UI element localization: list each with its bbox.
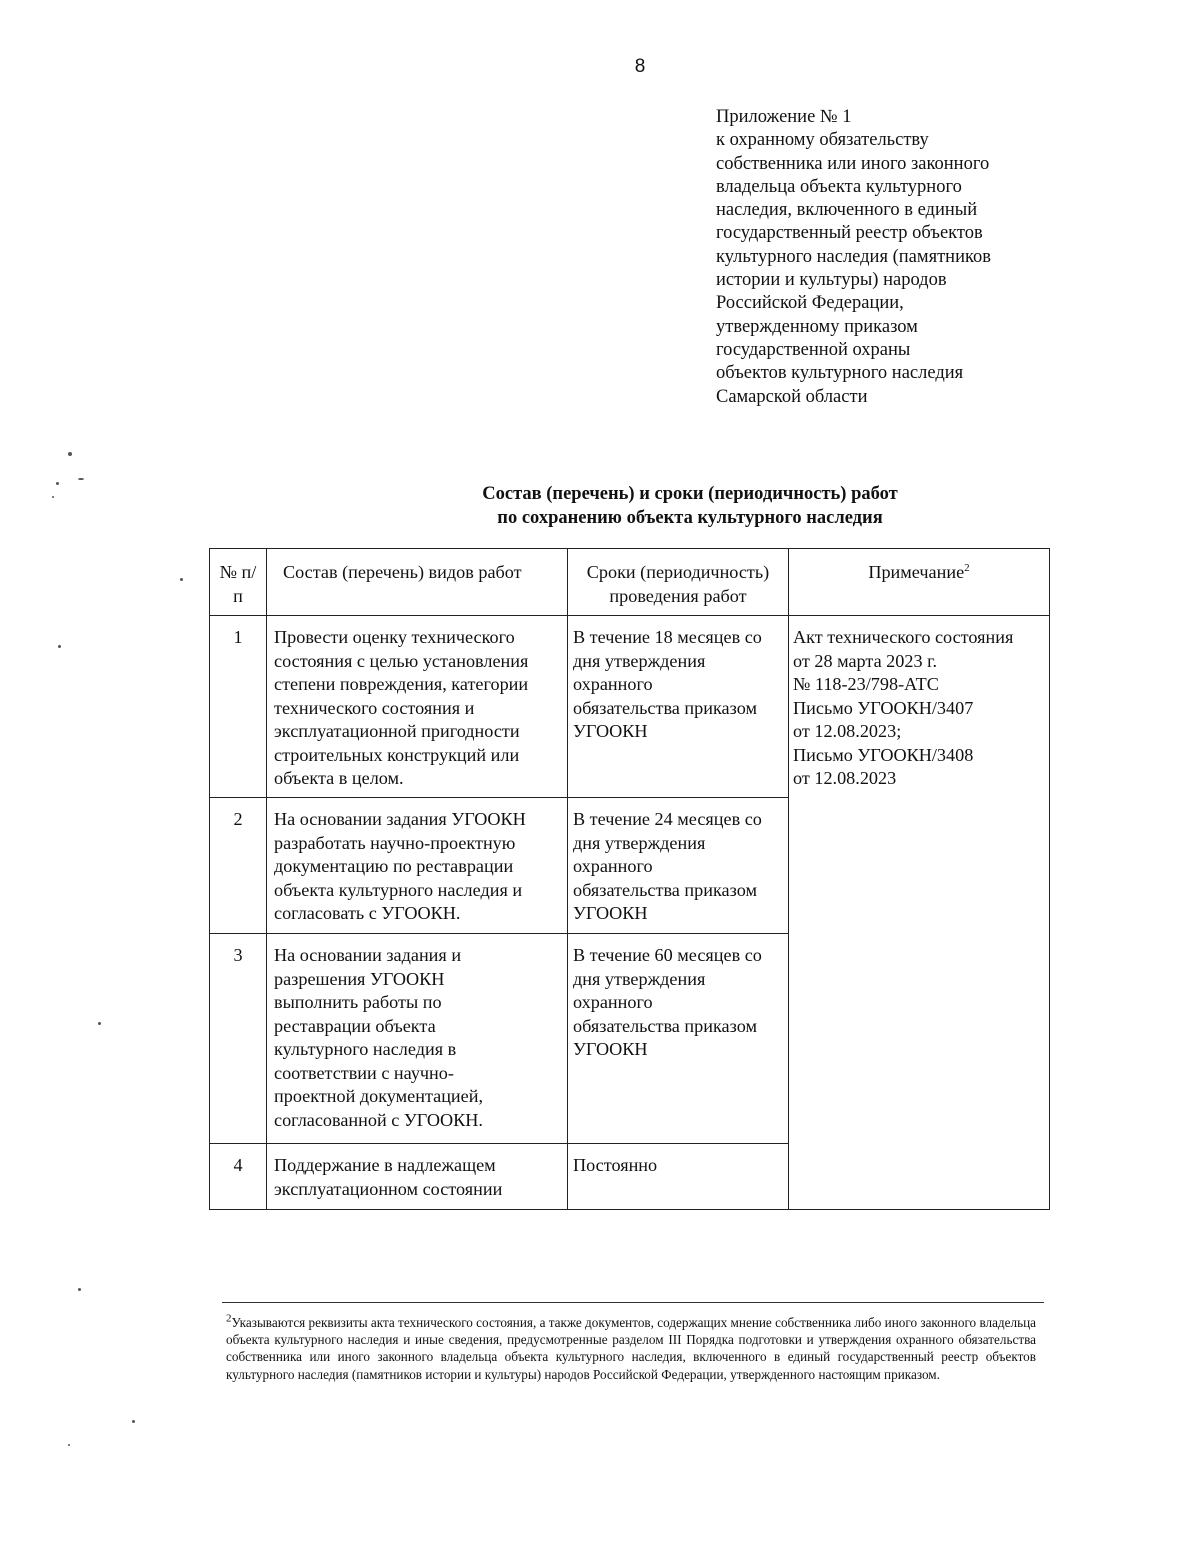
scan-speck: [78, 478, 84, 480]
appendix-line: собственника или иного законного: [716, 153, 990, 174]
footnote-mark: 2: [226, 1312, 232, 1325]
footnote-ref: 2: [964, 561, 970, 574]
row-term: В течение 24 месяцев со дня утверждения охранного обязательства приказом УГООКН: [568, 798, 789, 934]
scan-speck: [132, 1420, 135, 1423]
scan-speck: [78, 1288, 81, 1291]
appendix-line: утвержденному приказом: [716, 316, 918, 337]
scan-speck: [52, 496, 54, 498]
footnote-text: Указываются реквизиты акта технического состояния, а также документов, содержащих мнение собственника либо иного законного владельца объекта культурного наследия и иные сведения, предусмотренные разделом III Порядка подготовки и утверждения охранного обязательства собственника или иного законного владельца объекта культурного наследия, включенного в единый государственный реестр объектов культурного наследия (памятников истории и культуры) народов Российской Федерации, утвержденного настоящим приказом.: [226, 1315, 1036, 1382]
appendix-line: наследия, включенного в единый: [716, 200, 978, 221]
document-title: [300, 482, 1080, 530]
row-works: На основании задания УГООКН разработать научно-проектную документацию по реставрации объекта культурного наследия и согласовать с УГООКН.: [267, 798, 568, 934]
row-works: На основании задания и разрешения УГООКН выполнить работы по реставрации объекта культурного наследия в соответствии с научно- проектной документацией, согласованной с УГООКН.: [267, 934, 568, 1144]
appendix-line: владельца объекта культурного: [716, 176, 962, 197]
header-note: Примечание$^2$: [789, 549, 1050, 616]
appendix-line: Приложение № 1: [716, 107, 852, 127]
appendix-heading: [716, 106, 1076, 409]
row-works: Поддержание в надлежащем эксплуатационном состоянии: [267, 1144, 568, 1210]
appendix-line: объектов культурного наследия: [716, 363, 964, 384]
row-term: В течение 18 месяцев со дня утверждения охранного обязательства приказом УГООКН: [568, 616, 789, 798]
row-term: В течение 60 месяцев со дня утверждения охранного обязательства приказом УГООКН: [568, 934, 789, 1144]
appendix-line: государственной охраны: [716, 339, 911, 360]
title-line-2: по сохранению объекта культурного наследия: [497, 508, 883, 528]
appendix-line: истории и культуры) народов: [716, 270, 947, 291]
works-table: [209, 548, 1050, 1210]
header-term: Сроки (периодичность) проведения работ: [568, 549, 789, 616]
row-number: 3: [210, 934, 267, 1144]
row-note: Акт технического состояния от 28 марта 2023 г. № 118-23/798-АТС Письмо УГООКН/3407 от 12.08.2023; Письмо УГООКН/3408 от 12.08.2023: [789, 616, 1050, 1210]
row-number: 1: [210, 616, 267, 798]
table-row: [210, 616, 1050, 798]
scan-speck: [58, 645, 61, 648]
row-term: Постоянно: [568, 1144, 789, 1210]
footnote: [226, 1314, 1036, 1383]
scan-speck: [68, 452, 72, 456]
scan-speck: [98, 1022, 101, 1025]
header-works: Состав (перечень) видов работ: [267, 549, 568, 616]
appendix-line: государственный реестр объектов: [716, 223, 983, 244]
header-num: № п/п: [210, 549, 267, 616]
appendix-line: к охранному обязательству: [716, 130, 929, 151]
page-number: 8: [634, 56, 646, 77]
appendix-line: Российской Федерации,: [716, 293, 904, 314]
scan-speck: [56, 482, 59, 485]
row-works: Провести оценку технического состояния с целью установления степени повреждения, категории технического состояния и эксплуатационной пригодности строительных конструкций или объекта в целом.: [267, 616, 568, 798]
table-header-row: [210, 549, 1050, 616]
appendix-line: культурного наследия (памятников: [716, 246, 991, 267]
scan-speck: [68, 1444, 70, 1446]
footnote-separator: [222, 1302, 1044, 1303]
row-number: 2: [210, 798, 267, 934]
row-number: 4: [210, 1144, 267, 1210]
scan-speck: [180, 578, 183, 581]
title-line-1: Состав (перечень) и сроки (периодичность) работ: [482, 484, 898, 504]
appendix-line: Самарской области: [716, 386, 868, 407]
